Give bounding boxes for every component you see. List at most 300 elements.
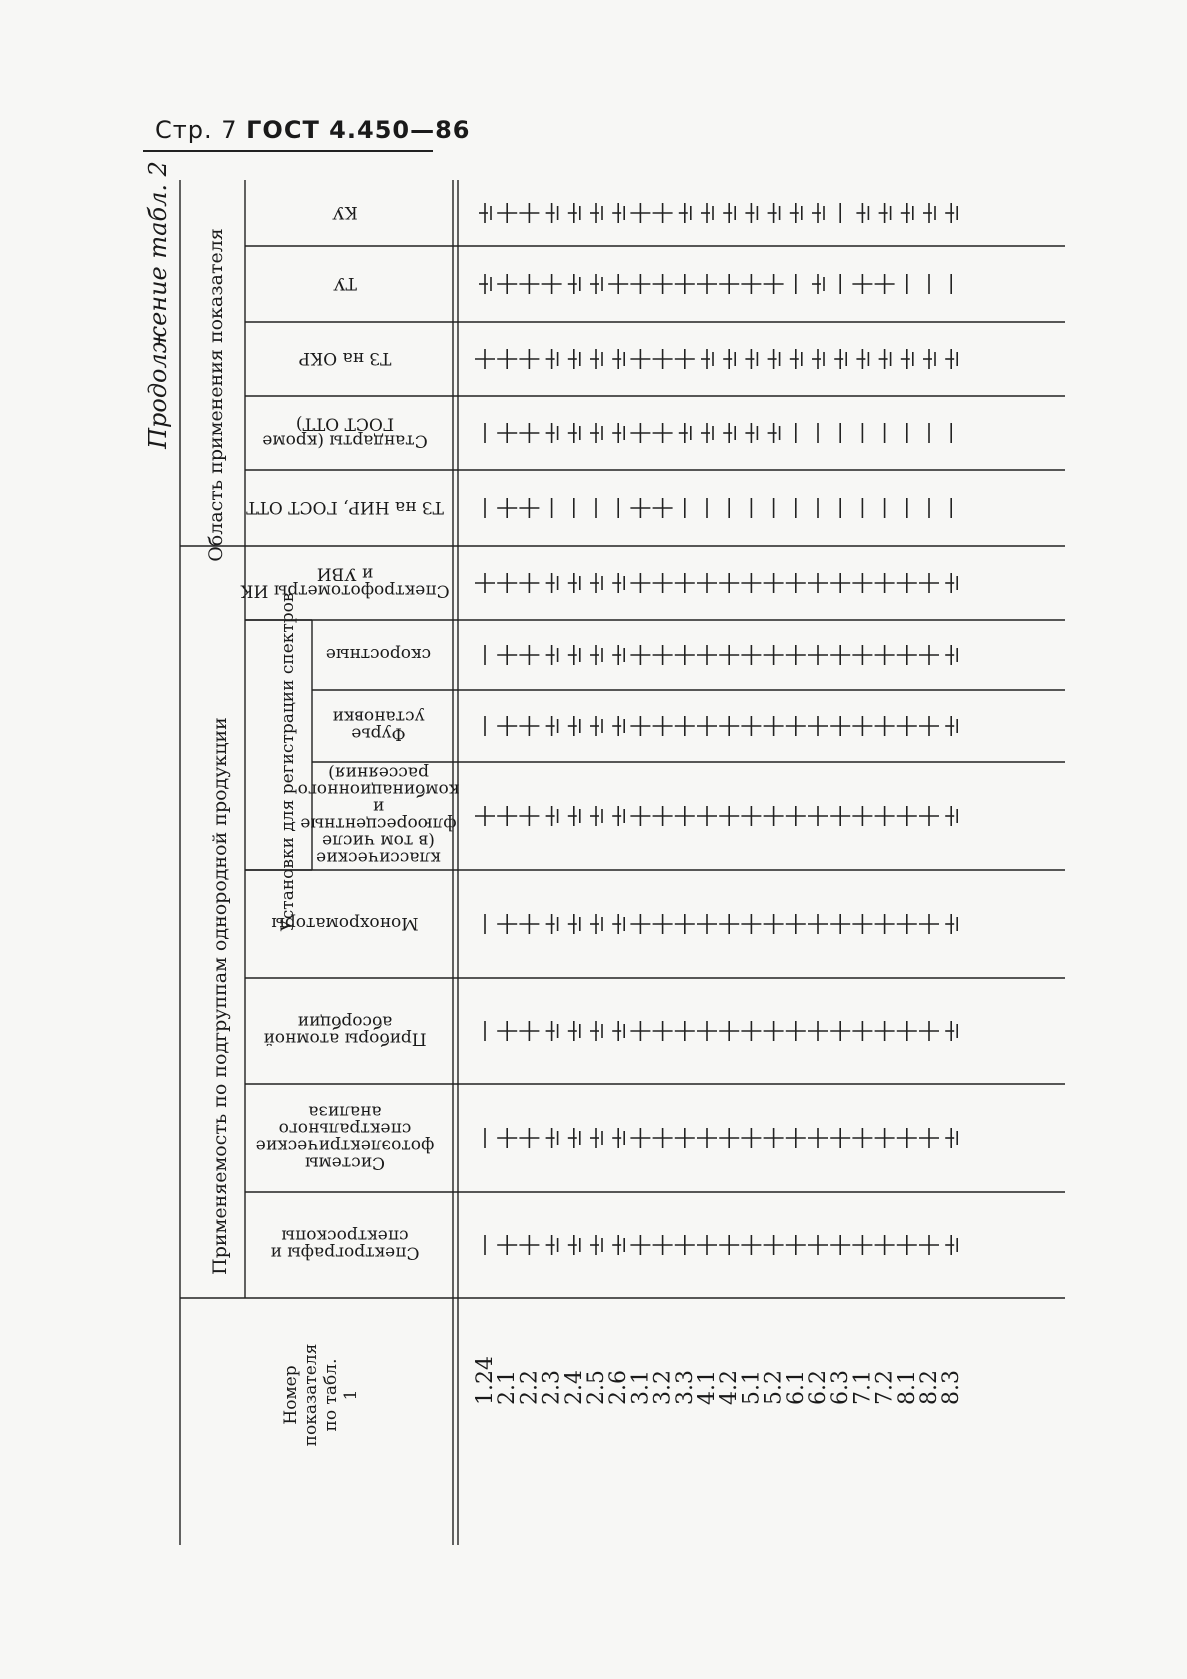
group-application-area: Область применения показателя bbox=[205, 228, 227, 562]
row-label-11 bbox=[256, 1102, 435, 1173]
index-header-line: 1 bbox=[341, 1389, 361, 1401]
mark-r1-c1 bbox=[497, 274, 517, 294]
mark-r7-c18 bbox=[875, 716, 895, 736]
mark-r8-c17 bbox=[852, 806, 872, 826]
mark-r12-c5 bbox=[590, 1235, 602, 1255]
mark-r12-c4 bbox=[568, 1235, 580, 1255]
mark-r11-c5 bbox=[590, 1128, 602, 1148]
mark-r8-c1 bbox=[497, 806, 517, 826]
mark-r6-c2 bbox=[519, 645, 539, 665]
mark-r12-c17 bbox=[852, 1235, 872, 1255]
mark-r0-c10 bbox=[701, 203, 713, 223]
mark-r11-c18 bbox=[875, 1128, 895, 1148]
mark-r8-c15 bbox=[808, 806, 828, 826]
mark-r1-c12 bbox=[741, 274, 761, 294]
mark-r2-c21 bbox=[945, 349, 957, 369]
mark-r11-c9 bbox=[675, 1128, 695, 1148]
mark-r8-c12 bbox=[741, 806, 761, 826]
mark-r5-c21 bbox=[945, 573, 957, 593]
mark-r10-c20 bbox=[919, 1021, 939, 1041]
mark-r12-c14 bbox=[786, 1235, 806, 1255]
mark-r6-c11 bbox=[719, 645, 739, 665]
mark-r0-c20 bbox=[923, 203, 935, 223]
mark-r0-c17 bbox=[856, 203, 868, 223]
mark-r12-c16 bbox=[830, 1235, 850, 1255]
row-label-line: и bbox=[372, 796, 385, 817]
mark-r1-c11 bbox=[719, 274, 739, 294]
row-label-line: ТУ bbox=[333, 273, 357, 293]
mark-r9-c5 bbox=[590, 914, 602, 934]
mark-r9-c7 bbox=[630, 914, 650, 934]
mark-r2-c1 bbox=[497, 349, 517, 369]
mark-r12-c19 bbox=[897, 1235, 917, 1255]
mark-r0-c8 bbox=[653, 203, 673, 223]
mark-r6-c19 bbox=[897, 645, 917, 665]
mark-r10-c8 bbox=[653, 1021, 673, 1041]
mark-r11-c15 bbox=[808, 1128, 828, 1148]
indicator-9: 3.3 bbox=[672, 1370, 698, 1405]
mark-r3-c10 bbox=[701, 423, 713, 443]
mark-r3-c11 bbox=[723, 423, 735, 443]
mark-r0-c21 bbox=[945, 203, 957, 223]
mark-r3-c7 bbox=[630, 423, 650, 443]
mark-r7-c17 bbox=[852, 716, 872, 736]
mark-r8-c0 bbox=[475, 806, 495, 826]
mark-r10-c14 bbox=[786, 1021, 806, 1041]
row-label-12 bbox=[270, 1226, 419, 1263]
mark-r11-c6 bbox=[612, 1128, 624, 1148]
mark-r9-c4 bbox=[568, 914, 580, 934]
indicator-8: 3.2 bbox=[650, 1370, 676, 1405]
mark-r10-c9 bbox=[675, 1021, 695, 1041]
mark-r1-c4 bbox=[568, 274, 580, 294]
mark-r8-c5 bbox=[590, 806, 602, 826]
row-label-9 bbox=[271, 913, 418, 933]
mark-r10-c11 bbox=[719, 1021, 739, 1041]
index-header-line: по табл. bbox=[321, 1358, 341, 1432]
mark-r10-c16 bbox=[830, 1021, 850, 1041]
row-label-line: и УВИ bbox=[316, 563, 374, 584]
mark-r12-c1 bbox=[497, 1235, 517, 1255]
row-label-line: фотоэлектрические bbox=[255, 1135, 435, 1156]
mark-r0-c12 bbox=[745, 203, 757, 223]
indicator-12: 5.1 bbox=[739, 1370, 765, 1405]
mark-r0-c0 bbox=[479, 203, 491, 223]
mark-r7-c11 bbox=[719, 716, 739, 736]
indicator-3: 2.3 bbox=[539, 1370, 565, 1405]
mark-r10-c2 bbox=[519, 1021, 539, 1041]
mark-r5-c6 bbox=[612, 573, 624, 593]
mark-r1-c18 bbox=[875, 274, 895, 294]
mark-r3-c5 bbox=[590, 423, 602, 443]
indicator-2: 2.2 bbox=[517, 1370, 543, 1405]
mark-r2-c3 bbox=[546, 349, 558, 369]
mark-r0-c11 bbox=[723, 203, 735, 223]
mark-r11-c10 bbox=[697, 1128, 717, 1148]
mark-r10-c1 bbox=[497, 1021, 517, 1041]
mark-r7-c8 bbox=[653, 716, 673, 736]
row-label-line: классические bbox=[316, 847, 441, 868]
mark-r10-c15 bbox=[808, 1021, 828, 1041]
mark-r11-c21 bbox=[945, 1128, 957, 1148]
mark-r3-c4 bbox=[568, 423, 580, 443]
mark-r2-c6 bbox=[612, 349, 624, 369]
mark-r7-c10 bbox=[697, 716, 717, 736]
mark-r6-c5 bbox=[590, 645, 602, 665]
mark-r2-c13 bbox=[768, 349, 780, 369]
indicator-6: 2.6 bbox=[606, 1370, 632, 1405]
mark-r7-c15 bbox=[808, 716, 828, 736]
mark-r2-c19 bbox=[901, 349, 913, 369]
mark-r7-c2 bbox=[519, 716, 539, 736]
mark-r9-c12 bbox=[741, 914, 761, 934]
mark-r0-c18 bbox=[879, 203, 891, 223]
indicator-1: 2.1 bbox=[495, 1370, 521, 1405]
row-labels bbox=[240, 202, 459, 1263]
mark-r0-c14 bbox=[790, 203, 802, 223]
indicator-19: 8.1 bbox=[894, 1370, 920, 1405]
table-caption: Продолжение табл. 2 bbox=[144, 161, 172, 449]
mark-r4-c2 bbox=[519, 498, 539, 518]
row-label-line: анализа bbox=[308, 1101, 382, 1122]
mark-r5-c16 bbox=[830, 573, 850, 593]
mark-r10-c7 bbox=[630, 1021, 650, 1041]
indicator-7: 3.1 bbox=[628, 1370, 654, 1405]
mark-r10-c4 bbox=[568, 1021, 580, 1041]
mark-r11-c3 bbox=[546, 1128, 558, 1148]
mark-r6-c16 bbox=[830, 645, 850, 665]
mark-r1-c15 bbox=[812, 274, 824, 294]
mark-r5-c1 bbox=[497, 573, 517, 593]
row-label-line: ТЗ на ОКР bbox=[298, 348, 392, 368]
mark-r9-c16 bbox=[830, 914, 850, 934]
mark-r12-c3 bbox=[546, 1235, 558, 1255]
indicator-numbers bbox=[281, 1344, 964, 1447]
mark-r0-c5 bbox=[590, 203, 602, 223]
mark-r11-c13 bbox=[764, 1128, 784, 1148]
mark-r5-c9 bbox=[675, 573, 695, 593]
index-header-line: показателя bbox=[301, 1343, 321, 1447]
row-label-line: (в том числе bbox=[322, 830, 435, 851]
mark-r4-c7 bbox=[630, 498, 650, 518]
mark-r11-c4 bbox=[568, 1128, 580, 1148]
mark-r2-c15 bbox=[812, 349, 824, 369]
mark-r1-c3 bbox=[542, 274, 562, 294]
mark-r6-c15 bbox=[808, 645, 828, 665]
mark-r8-c9 bbox=[675, 806, 695, 826]
mark-r6-c10 bbox=[697, 645, 717, 665]
mark-r2-c7 bbox=[630, 349, 650, 369]
mark-r6-c6 bbox=[612, 645, 624, 665]
mark-r2-c11 bbox=[723, 349, 735, 369]
mark-r11-c19 bbox=[897, 1128, 917, 1148]
mark-r0-c6 bbox=[612, 203, 624, 223]
mark-r1-c6 bbox=[608, 274, 628, 294]
row-label-line: установки bbox=[332, 706, 425, 727]
mark-r2-c17 bbox=[856, 349, 868, 369]
mark-r7-c20 bbox=[919, 716, 939, 736]
mark-r7-c21 bbox=[945, 716, 957, 736]
mark-r2-c8 bbox=[653, 349, 673, 369]
mark-r5-c11 bbox=[719, 573, 739, 593]
mark-r10-c12 bbox=[741, 1021, 761, 1041]
mark-r10-c21 bbox=[945, 1021, 957, 1041]
mark-r3-c6 bbox=[612, 423, 624, 443]
mark-r5-c2 bbox=[519, 573, 539, 593]
table-rules bbox=[180, 180, 1065, 1545]
mark-r12-c21 bbox=[945, 1235, 957, 1255]
mark-r11-c8 bbox=[653, 1128, 673, 1148]
mark-r8-c2 bbox=[519, 806, 539, 826]
mark-r5-c18 bbox=[875, 573, 895, 593]
page-label: Стр. 7 bbox=[155, 116, 238, 144]
mark-r7-c12 bbox=[741, 716, 761, 736]
mark-r4-c8 bbox=[653, 498, 673, 518]
mark-r9-c3 bbox=[546, 914, 558, 934]
mark-r12-c13 bbox=[764, 1235, 784, 1255]
mark-r11-c12 bbox=[741, 1128, 761, 1148]
mark-r6-c18 bbox=[875, 645, 895, 665]
row-label-5 bbox=[240, 564, 449, 601]
row-label-line: спектрального bbox=[278, 1118, 412, 1139]
mark-r7-c19 bbox=[897, 716, 917, 736]
mark-r10-c13 bbox=[764, 1021, 784, 1041]
mark-r12-c7 bbox=[630, 1235, 650, 1255]
mark-r10-c17 bbox=[852, 1021, 872, 1041]
mark-r10-c10 bbox=[697, 1021, 717, 1041]
mark-r0-c2 bbox=[519, 203, 539, 223]
mark-r9-c15 bbox=[808, 914, 828, 934]
mark-r10-c18 bbox=[875, 1021, 895, 1041]
marks-grid bbox=[475, 203, 957, 1255]
mark-r12-c8 bbox=[653, 1235, 673, 1255]
mark-r12-c6 bbox=[612, 1235, 624, 1255]
mark-r2-c12 bbox=[745, 349, 757, 369]
mark-r5-c15 bbox=[808, 573, 828, 593]
mark-r6-c20 bbox=[919, 645, 939, 665]
mark-r7-c6 bbox=[612, 716, 624, 736]
mark-r9-c21 bbox=[945, 914, 957, 934]
indicator-18: 7.2 bbox=[872, 1370, 898, 1405]
mark-r5-c0 bbox=[475, 573, 495, 593]
mark-r11-c20 bbox=[919, 1128, 939, 1148]
mark-r0-c7 bbox=[630, 203, 650, 223]
mark-r12-c12 bbox=[741, 1235, 761, 1255]
indicator-16: 6.3 bbox=[828, 1370, 854, 1405]
mark-r12-c10 bbox=[697, 1235, 717, 1255]
mark-r6-c13 bbox=[764, 645, 784, 665]
indicator-11: 4.2 bbox=[717, 1370, 743, 1405]
row-label-line: Системы bbox=[304, 1152, 386, 1173]
mark-r7-c13 bbox=[764, 716, 784, 736]
indicator-10: 4.1 bbox=[695, 1370, 720, 1405]
mark-r5-c13 bbox=[764, 573, 784, 593]
mark-r1-c8 bbox=[653, 274, 673, 294]
mark-r9-c19 bbox=[897, 914, 917, 934]
row-label-line: КУ bbox=[332, 202, 358, 222]
mark-r0-c15 bbox=[812, 203, 824, 223]
mark-r11-c11 bbox=[719, 1128, 739, 1148]
mark-r6-c1 bbox=[497, 645, 517, 665]
mark-r4-c1 bbox=[497, 498, 517, 518]
mark-r8-c4 bbox=[568, 806, 580, 826]
mark-r8-c7 bbox=[630, 806, 650, 826]
mark-r3-c1 bbox=[497, 423, 517, 443]
mark-r1-c17 bbox=[852, 274, 872, 294]
row-label-line: флюоресцентные bbox=[300, 813, 457, 834]
indicator-13: 5.2 bbox=[761, 1370, 787, 1405]
row-label-line: Приборы атомной bbox=[263, 1028, 427, 1049]
group-applicability: Применяемость по подгруппам однородной продукции bbox=[209, 717, 231, 1275]
mark-r12-c18 bbox=[875, 1235, 895, 1255]
indicator-15: 6.2 bbox=[806, 1370, 831, 1405]
mark-r5-c3 bbox=[546, 573, 558, 593]
mark-r11-c14 bbox=[786, 1128, 806, 1148]
mark-r1-c5 bbox=[590, 274, 602, 294]
mark-r8-c19 bbox=[897, 806, 917, 826]
mark-r0-c3 bbox=[546, 203, 558, 223]
mark-r3-c8 bbox=[653, 423, 673, 443]
indicator-4: 2.4 bbox=[561, 1370, 587, 1405]
mark-r2-c4 bbox=[568, 349, 580, 369]
mark-r5-c20 bbox=[919, 573, 939, 593]
mark-r12-c11 bbox=[719, 1235, 739, 1255]
mark-r5-c5 bbox=[590, 573, 602, 593]
mark-r12-c2 bbox=[519, 1235, 539, 1255]
mark-r10-c5 bbox=[590, 1021, 602, 1041]
mark-r5-c7 bbox=[630, 573, 650, 593]
row-label-line: Стандарты (кроме bbox=[262, 430, 428, 451]
mark-r9-c1 bbox=[497, 914, 517, 934]
mark-r9-c13 bbox=[764, 914, 784, 934]
mark-r8-c13 bbox=[764, 806, 784, 826]
mark-r0-c13 bbox=[768, 203, 780, 223]
mark-r2-c16 bbox=[834, 349, 846, 369]
mark-r2-c2 bbox=[519, 349, 539, 369]
mark-r9-c2 bbox=[519, 914, 539, 934]
mark-r5-c10 bbox=[697, 573, 717, 593]
indicator-21: 8.3 bbox=[939, 1370, 965, 1405]
mark-r8-c21 bbox=[945, 806, 957, 826]
row-label-line: абсорбции bbox=[297, 1011, 393, 1032]
mark-r1-c2 bbox=[519, 274, 539, 294]
mark-r3-c2 bbox=[519, 423, 539, 443]
mark-r5-c4 bbox=[568, 573, 580, 593]
mark-r5-c14 bbox=[786, 573, 806, 593]
row-label-line: ТЗ на НИР, ГОСТ ОТТ bbox=[246, 497, 444, 517]
mark-r12-c15 bbox=[808, 1235, 828, 1255]
mark-r0-c4 bbox=[568, 203, 580, 223]
row-label-line: Спектрографы и bbox=[270, 1242, 420, 1263]
mark-r7-c14 bbox=[786, 716, 806, 736]
mark-r7-c16 bbox=[830, 716, 850, 736]
mark-r5-c8 bbox=[653, 573, 673, 593]
mark-r11-c17 bbox=[852, 1128, 872, 1148]
row-label-0 bbox=[332, 202, 358, 222]
mark-r6-c3 bbox=[546, 645, 558, 665]
mark-r11-c1 bbox=[497, 1128, 517, 1148]
mark-r8-c16 bbox=[830, 806, 850, 826]
mark-r0-c1 bbox=[497, 203, 517, 223]
row-label-line: Монохроматоры bbox=[271, 913, 419, 933]
mark-r5-c12 bbox=[741, 573, 761, 593]
indicator-17: 7.1 bbox=[850, 1370, 876, 1405]
row-label-line: комбинационного bbox=[297, 779, 460, 800]
mark-r6-c9 bbox=[675, 645, 695, 665]
indicator-5: 2.5 bbox=[584, 1370, 609, 1405]
mark-r9-c11 bbox=[719, 914, 739, 934]
mark-r2-c18 bbox=[879, 349, 891, 369]
mark-r8-c8 bbox=[653, 806, 673, 826]
row-label-line: Спектрофотометры ИК bbox=[240, 580, 450, 601]
mark-r11-c7 bbox=[630, 1128, 650, 1148]
row-label-6 bbox=[326, 644, 431, 664]
mark-r0-c9 bbox=[679, 203, 691, 223]
mark-r3-c3 bbox=[546, 423, 558, 443]
mark-r10-c6 bbox=[612, 1021, 624, 1041]
mark-r9-c9 bbox=[675, 914, 695, 934]
mark-r9-c20 bbox=[919, 914, 939, 934]
mark-r9-c18 bbox=[875, 914, 895, 934]
mark-r11-c2 bbox=[519, 1128, 539, 1148]
row-label-line: рассеяния) bbox=[328, 762, 429, 783]
mark-r6-c14 bbox=[786, 645, 806, 665]
mark-r6-c12 bbox=[741, 645, 761, 665]
mark-r8-c20 bbox=[919, 806, 939, 826]
mark-r2-c0 bbox=[475, 349, 495, 369]
row-label-line: ГОСТ ОТТ) bbox=[295, 413, 395, 434]
mark-r9-c6 bbox=[612, 914, 624, 934]
mark-r7-c4 bbox=[568, 716, 580, 736]
mark-r0-c19 bbox=[901, 203, 913, 223]
mark-r1-c0 bbox=[479, 274, 491, 294]
mark-r9-c14 bbox=[786, 914, 806, 934]
row-label-line: спектроскопы bbox=[281, 1225, 409, 1246]
row-label-7 bbox=[332, 707, 424, 744]
mark-r11-c16 bbox=[830, 1128, 850, 1148]
mark-r12-c20 bbox=[919, 1235, 939, 1255]
standard-number: ГОСТ 4.450—86 bbox=[246, 116, 471, 144]
mark-r8-c6 bbox=[612, 806, 624, 826]
mark-r7-c3 bbox=[546, 716, 558, 736]
mark-r6-c8 bbox=[653, 645, 673, 665]
mark-r7-c5 bbox=[590, 716, 602, 736]
mark-r2-c20 bbox=[923, 349, 935, 369]
mark-r7-c7 bbox=[630, 716, 650, 736]
row-label-4 bbox=[246, 497, 444, 517]
mark-r8-c11 bbox=[719, 806, 739, 826]
mark-r1-c9 bbox=[675, 274, 695, 294]
mark-r8-c18 bbox=[875, 806, 895, 826]
mark-r3-c13 bbox=[768, 423, 780, 443]
mark-r10-c3 bbox=[546, 1021, 558, 1041]
indicator-14: 6.1 bbox=[783, 1370, 809, 1405]
mark-r9-c17 bbox=[852, 914, 872, 934]
mark-r2-c10 bbox=[701, 349, 713, 369]
mark-r8-c3 bbox=[546, 806, 558, 826]
row-label-2 bbox=[299, 348, 392, 368]
mark-r3-c12 bbox=[745, 423, 757, 443]
mark-r1-c7 bbox=[630, 274, 650, 294]
group-installations: Установки для регистрации спектров bbox=[278, 592, 298, 932]
mark-r5-c17 bbox=[852, 573, 872, 593]
indicator-0: 1.24 bbox=[473, 1356, 498, 1405]
row-label-10 bbox=[263, 1012, 426, 1049]
mark-r10-c19 bbox=[897, 1021, 917, 1041]
mark-r1-c13 bbox=[764, 274, 784, 294]
row-label-line: Фурье bbox=[351, 723, 406, 744]
mark-r5-c19 bbox=[897, 573, 917, 593]
